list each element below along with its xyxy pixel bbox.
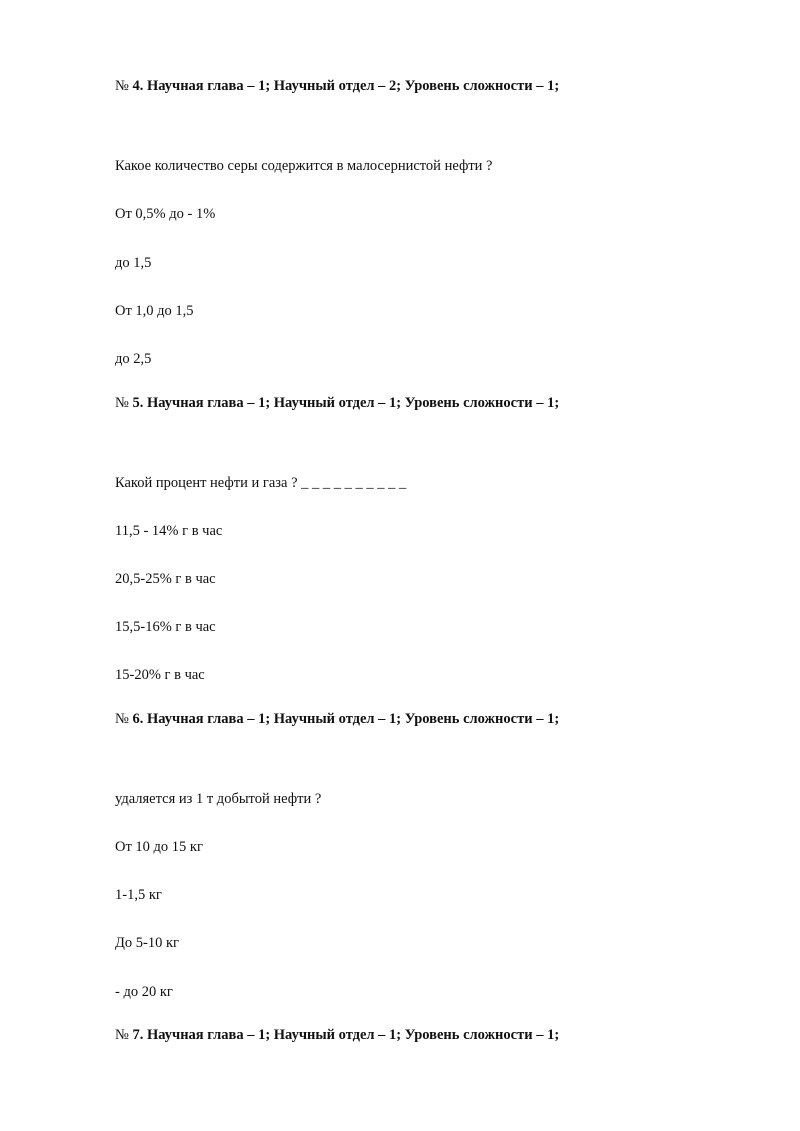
number-sign: № [115, 78, 129, 94]
number-sign: № [115, 711, 129, 727]
question-5-option-3: 15,5-16% г в час [115, 619, 216, 635]
question-5-text: Какой процент нефти и газа ? _ _ _ _ _ _ _ _ _ _ [115, 475, 407, 491]
number-sign: № [115, 395, 129, 411]
question-5-option-4: 15-20% г в час [115, 667, 205, 683]
question-6-option-4: - до 20 кг [115, 984, 173, 1000]
number-sign: № [115, 1027, 129, 1043]
question-7-heading-text: 7. Научная глава – 1; Научный отдел – 1; Уровень сложности – 1; [132, 1027, 560, 1043]
question-4-option-4: до 2,5 [115, 351, 152, 367]
question-6-text: удаляется из 1 т добытой нефти ? [115, 791, 322, 807]
question-4-option-1: От 0,5% до - 1% [115, 206, 216, 222]
question-4-heading-text: 4. Научная глава – 1; Научный отдел – 2; Уровень сложности – 1; [132, 78, 560, 94]
question-4-text: Какое количество серы содержится в малосернистой нефти ? [115, 158, 493, 174]
question-6-heading [115, 712, 559, 727]
question-6-option-3: До 5-10 кг [115, 935, 179, 951]
question-4-option-2: до 1,5 [115, 255, 152, 271]
question-6-heading-text: 6. Научная глава – 1; Научный отдел – 1; Уровень сложности – 1; [132, 711, 560, 727]
question-5-option-1: 11,5 - 14% г в час [115, 523, 223, 539]
question-4-option-3: От 1,0 до 1,5 [115, 303, 194, 319]
question-5-heading-text: 5. Научная глава – 1; Научный отдел – 1; Уровень сложности – 1; [132, 395, 560, 411]
question-6-option-1: От 10 до 15 кг [115, 839, 203, 855]
question-5-heading [115, 396, 559, 411]
question-7-heading [115, 1028, 559, 1043]
question-6-option-2: 1-1,5 кг [115, 887, 162, 903]
question-4-heading [115, 79, 559, 94]
question-5-option-2: 20,5-25% г в час [115, 571, 216, 587]
